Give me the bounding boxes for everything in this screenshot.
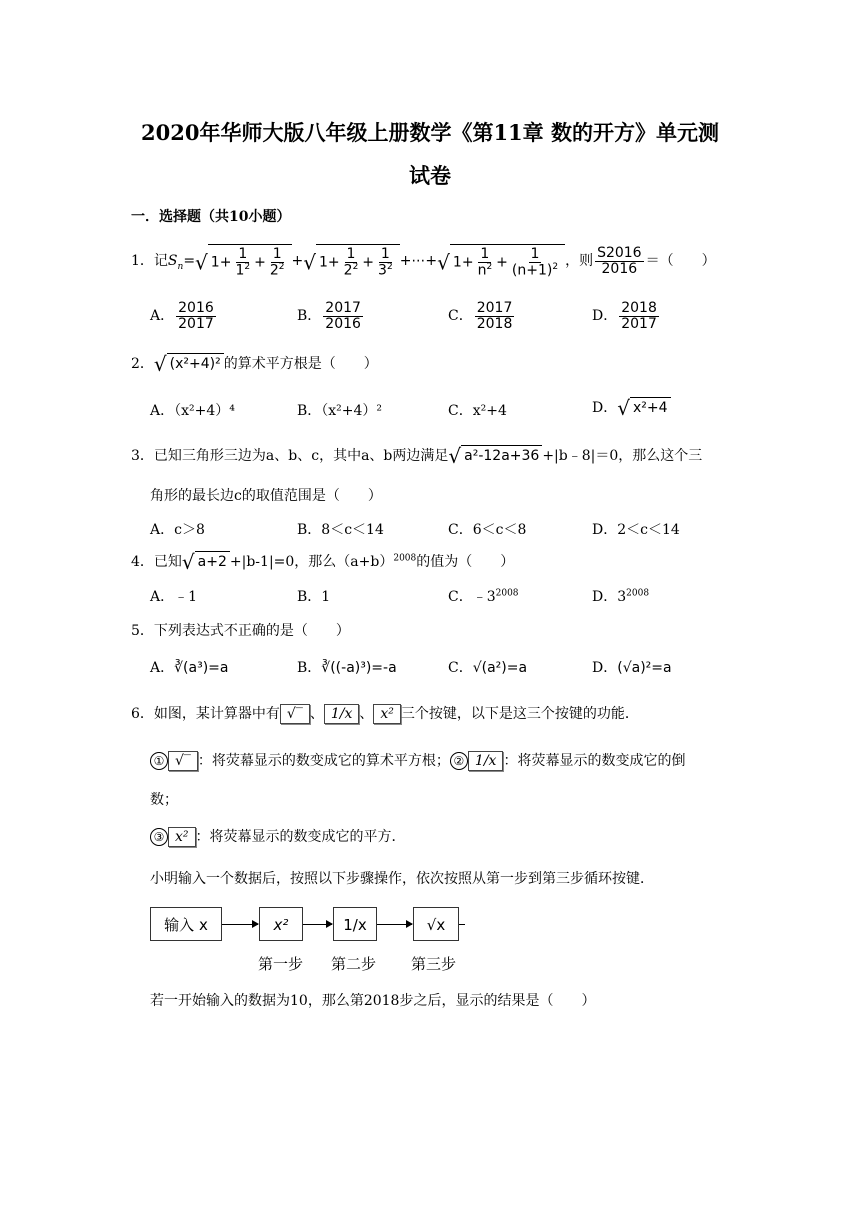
q6-text: 如图，某计算器中有 [153,706,280,722]
flow-box-reciprocal: 1/x [333,907,377,941]
q1-blank: ＝（ ） [645,253,716,270]
q1-then: ，则 [565,253,594,270]
q1-option-d[interactable]: D． $\frac{2018}{2017}$ [592,300,657,332]
q6-desc-3: ：将荧幕显示的数变成它的平方． [195,829,406,845]
q1-s-symbol: S [167,253,178,270]
q5-option-a[interactable]: A．∛(a³)=a [150,660,229,676]
flow-arrow-2 [303,924,332,925]
q1-option-b[interactable]: B． $\frac{2017}{2016}$ [297,300,361,332]
question-number: 4． [131,554,154,570]
question-1: 1．记$S_n=√$ 1+ $\frac{1}{1^2}$ + $\frac{1}{2^2}$ +√ 1+ $\frac{1}{2^2}$ + $\frac{1}{3^2}$ +⋯+√ 1+ $\frac{1}{n^2}$ + $\frac{1}{(n+1)^2}$ ，则 $\frac{S2016}{2016}$ ＝（ ） [131,244,716,279]
q5-option-d[interactable]: D．(√a)²=a [592,660,672,676]
q4-text-2: +|b-1|=0，那么（a+b） [229,554,394,570]
q3-option-a[interactable]: A．c＞8 [150,522,205,538]
q1-fraction: $\frac{S2016}{2016}$ [597,244,642,277]
circled-3: ③ [150,828,168,846]
q1-radical-2: √ 1+ $\frac{1}{2^2}$ + $\frac{1}{3^2}$ [303,244,399,278]
q3-option-c[interactable]: C．6＜c＜8 [448,522,527,538]
q4-text-3: 的值为（ ） [416,554,515,570]
document-title-line2: 试卷 [409,163,451,188]
q4-text: 已知 [153,554,182,570]
question-2 [131,352,378,376]
flow-arrow-3 [377,924,412,925]
question-5 [131,620,350,640]
calc-key-reciprocal: 1/x [324,704,360,724]
q3-line-2: 角形的最长边c的取值范围是（ ） [150,488,382,504]
flow-arrow-1 [222,924,258,925]
q3-text: 已知三角形三边为a、b、c，其中a、b两边满足 [153,448,449,464]
calc-key-reciprocal: 1/x [468,751,504,771]
q1-subscript: n [177,261,184,272]
flow-step-3: 第三步 [411,955,457,973]
question-number: 6． [131,706,154,722]
calc-key-sqrt: √‾ [168,751,198,771]
flow-box-square: x² [259,907,303,941]
q4-option-d[interactable]: D．$3^{2008}$ [592,588,650,605]
flow-input-box: 输入 x [150,907,222,941]
q3-radical: √ a²-12a+36 [448,444,542,468]
q1-lead: 记 [153,253,168,270]
q6-paragraph: 小明输入一个数据后，按照以下步骤操作，依次按照从第一步到第三步循环按键． [150,871,654,887]
question-number: 5． [131,623,154,639]
q6-desc-2: ：将荧幕显示的数变成它的倒 [503,753,686,769]
q4-option-c[interactable]: C．$﹣3^{2008}$ [448,588,519,605]
q2-option-a[interactable]: A．（x²+4）⁴ [150,403,235,419]
q1-equals: = [183,253,196,270]
q4-option-a[interactable]: A．﹣1 [150,589,198,605]
q1-option-c[interactable]: C． $\frac{2017}{2018}$ [448,300,513,332]
circled-1: ① [150,752,168,770]
q4-exponent: 2008 [393,553,417,564]
question-number: 1． [131,253,154,270]
q5-option-c[interactable]: C．√(a²)=a [448,660,528,676]
q3-text-2: +|b﹣8|＝0，那么这个三 [542,448,703,464]
q6-desc-2-cont: 数； [150,792,178,808]
section-heading: 一．选择题（共10小题） [131,209,291,225]
flow-step-1: 第一步 [258,955,304,973]
q3-option-b[interactable]: B．8＜c＜14 [297,522,384,538]
q2-option-b[interactable]: B．（x²+4）² [297,403,383,419]
question-4 [131,550,514,574]
q1-ellipsis: +⋯+ [399,253,438,270]
question-number: 2． [131,356,154,372]
question-number: 3． [131,448,154,464]
q2-option-d[interactable]: D．√ x²+4 [592,396,671,420]
q2-option-c[interactable]: C．x²+4 [448,403,507,419]
q1-radical-1: √ 1+ $\frac{1}{1^2}$ + $\frac{1}{2^2}$ [195,244,291,278]
q6-desc-3-line [150,826,406,847]
q3-option-d[interactable]: D．2＜c＜14 [592,522,680,538]
question-3 [131,444,702,468]
circled-2: ② [450,752,468,770]
q4-radical: √ a+2 [182,550,230,574]
q2-tail: 的算术平方根是（ ） [223,356,378,372]
q6-final-question: 若一开始输入的数据为10，那么第2018步之后，显示的结果是（ ） [150,993,596,1009]
calc-key-sqrt: √‾ [280,704,310,724]
q1-option-a[interactable]: A． $\frac{2016}{2017}$ [150,300,214,332]
q5-text: 下列表达式不正确的是（ ） [153,623,350,639]
calc-key-square: x² [168,827,196,847]
q6-desc-1: ：将荧幕显示的数变成它的算术平方根； [197,753,450,769]
flow-step-2: 第二步 [331,955,377,973]
q2-radical: √ (x²+4)² [154,352,224,376]
calc-key-square: x² [373,704,401,724]
q6-key-descriptions [150,750,685,771]
q1-radical-n: √ 1+ $\frac{1}{n^2}$ + $\frac{1}{(n+1)^2}$ [437,244,565,278]
document-title-line1: 2020年华师大版八年级上册数学《第11章 数的开方》单元测 [141,120,719,145]
flow-tail-line [459,924,465,925]
q6-text-2: 三个按键，以下是这三个按键的功能． [400,706,639,722]
q5-option-b[interactable]: B．∛((-a)³)=-a [297,660,397,676]
q4-option-b[interactable]: B．1 [297,589,331,605]
flow-box-sqrt: √x [413,907,459,941]
question-6: 6．如图，某计算器中有 √‾ 、 1/x 、 x² 三个按键，以下是这三个按键的功能． [131,706,639,722]
